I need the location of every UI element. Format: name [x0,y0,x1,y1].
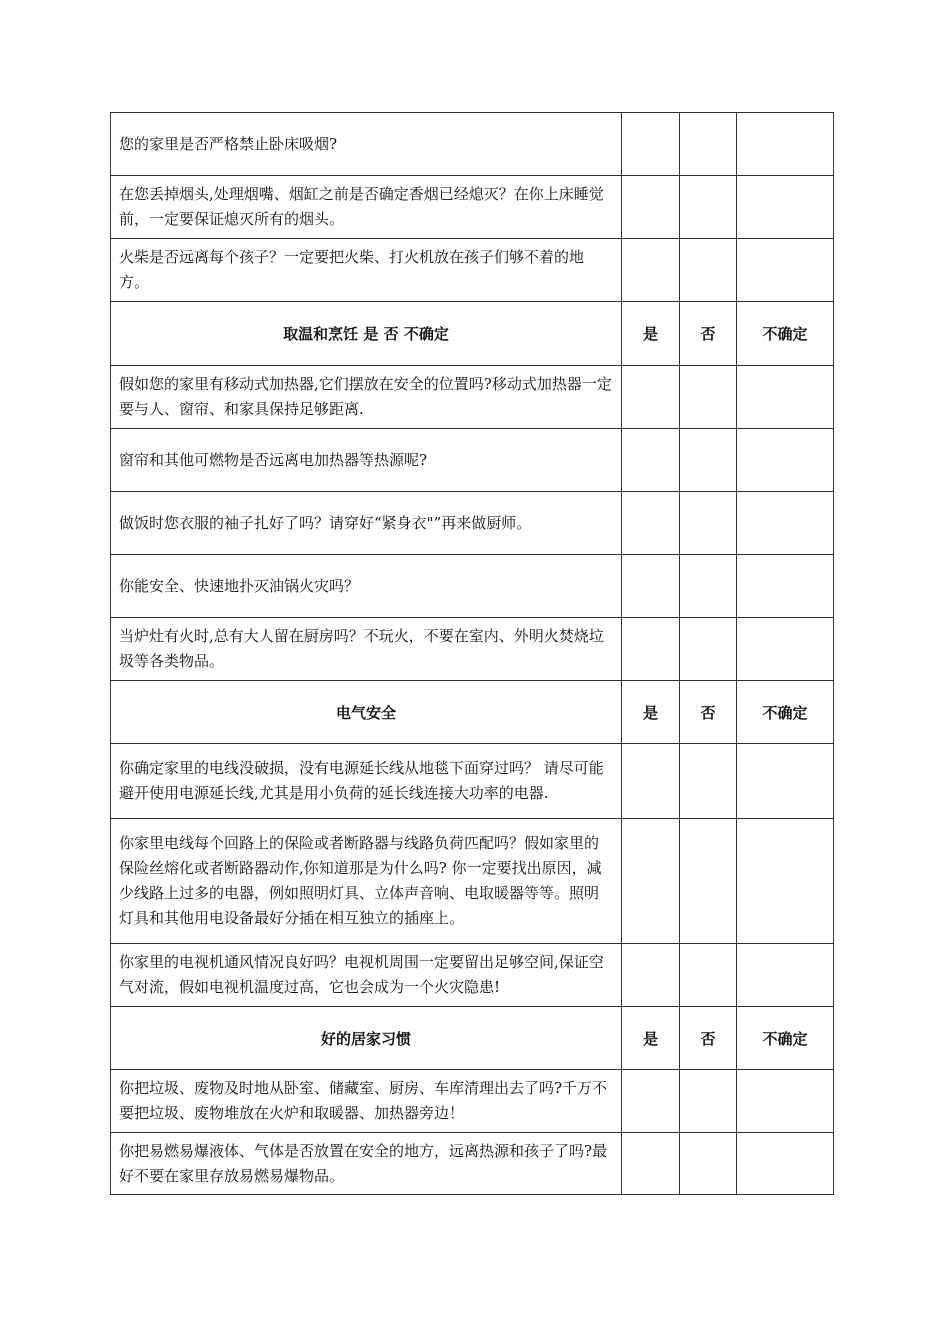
answer-unsure-cell[interactable] [737,366,834,429]
question-text: 你家里的电视机通风情况良好吗？电视机周围一定要留出足够空间,保证空气对流，假如电视机温度过高，它也会成为一个火灾隐患! [111,944,622,1007]
question-text: 当炉灶有火时,总有大人留在厨房吗？不玩火，不要在室内、外明火焚烧垃圾等各类物品。 [111,618,622,681]
answer-yes-cell[interactable] [622,744,680,819]
answer-yes-cell[interactable] [622,113,680,176]
section-title: 取温和烹饪 是 否 不确定 [111,302,622,366]
column-header-yes: 是 [622,681,680,744]
section-title: 好的居家习惯 [111,1007,622,1070]
column-header-no: 否 [680,302,737,366]
question-row [111,618,834,681]
section-header-row [111,302,834,366]
answer-yes-cell[interactable] [622,618,680,681]
answer-yes-cell[interactable] [622,429,680,492]
column-header-yes: 是 [622,1007,680,1070]
question-row [111,366,834,429]
safety-checklist-table [110,112,834,1195]
question-row [111,744,834,819]
question-row [111,555,834,618]
answer-no-cell[interactable] [680,555,737,618]
question-row [111,1133,834,1195]
answer-yes-cell[interactable] [622,366,680,429]
question-text: 你把易燃易爆液体、气体是否放置在安全的地方，远离热源和孩子了吗?最好不要在家里存放易燃易爆物品。 [111,1133,622,1195]
question-text: 你把垃圾、废物及时地从卧室、储藏室、厨房、车库清理出去了吗?千万不要把垃圾、废物堆放在火炉和取暖器、加热器旁边！ [111,1070,622,1133]
question-row [111,429,834,492]
question-row [111,1070,834,1133]
answer-yes-cell[interactable] [622,176,680,239]
answer-yes-cell[interactable] [622,555,680,618]
question-row [111,944,834,1007]
answer-no-cell[interactable] [680,944,737,1007]
answer-no-cell[interactable] [680,1133,737,1195]
column-header-unsure: 不确定 [737,302,834,366]
answer-unsure-cell[interactable] [737,944,834,1007]
answer-yes-cell[interactable] [622,1133,680,1195]
question-text: 假如您的家里有移动式加热器,它们摆放在安全的位置吗?移动式加热器一定要与人、窗帘、和家具保持足够距离. [111,366,622,429]
question-text: 你家里电线每个回路上的保险或者断路器与线路负荷匹配吗？假如家里的保险丝熔化或者断路器动作,你知道那是为什么吗? 你一定要找出原因，减少线路上过多的电器，例如照明灯具、立体声音响、电取暖器等等。照明灯具和其他用电设备最好分插在相互独立的插座上。 [111,819,622,944]
column-header-yes: 是 [622,302,680,366]
answer-no-cell[interactable] [680,429,737,492]
answer-no-cell[interactable] [680,239,737,302]
question-text: 在您丢掉烟头,处理烟嘴、烟缸之前是否确定香烟已经熄灭？在你上床睡觉前，一定要保证熄灭所有的烟头。 [111,176,622,239]
answer-unsure-cell[interactable] [737,819,834,944]
answer-no-cell[interactable] [680,176,737,239]
answer-no-cell[interactable] [680,618,737,681]
section-title: 电气安全 [111,681,622,744]
column-header-no: 否 [680,681,737,744]
answer-yes-cell[interactable] [622,239,680,302]
answer-unsure-cell[interactable] [737,744,834,819]
answer-unsure-cell[interactable] [737,555,834,618]
question-text: 你确定家里的电线没破损，没有电源延长线从地毯下面穿过吗？ 请尽可能避开使用电源延长线,尤其是用小负荷的延长线连接大功率的电器. [111,744,622,819]
answer-yes-cell[interactable] [622,819,680,944]
answer-unsure-cell[interactable] [737,1133,834,1195]
answer-no-cell[interactable] [680,819,737,944]
answer-yes-cell[interactable] [622,492,680,555]
question-text: 你能安全、快速地扑灭油锅火灾吗？ [111,555,622,618]
question-row [111,492,834,555]
question-row [111,113,834,176]
column-header-unsure: 不确定 [737,1007,834,1070]
question-text: 窗帘和其他可燃物是否远离电加热器等热源呢? [111,429,622,492]
answer-yes-cell[interactable] [622,1070,680,1133]
answer-unsure-cell[interactable] [737,492,834,555]
question-row [111,819,834,944]
answer-unsure-cell[interactable] [737,429,834,492]
question-text: 做饭时您衣服的袖子扎好了吗？请穿好“紧身衣"”再来做厨师。 [111,492,622,555]
section-header-row [111,1007,834,1070]
answer-no-cell[interactable] [680,1070,737,1133]
question-row [111,239,834,302]
answer-yes-cell[interactable] [622,944,680,1007]
answer-unsure-cell[interactable] [737,113,834,176]
question-text: 火柴是否远离每个孩子？一定要把火柴、打火机放在孩子们够不着的地方。 [111,239,622,302]
answer-unsure-cell[interactable] [737,239,834,302]
column-header-unsure: 不确定 [737,681,834,744]
answer-no-cell[interactable] [680,366,737,429]
column-header-no: 否 [680,1007,737,1070]
answer-no-cell[interactable] [680,492,737,555]
answer-no-cell[interactable] [680,113,737,176]
question-text: 您的家里是否严格禁止卧床吸烟? [111,113,622,176]
question-row [111,176,834,239]
section-header-row [111,681,834,744]
answer-unsure-cell[interactable] [737,176,834,239]
answer-unsure-cell[interactable] [737,1070,834,1133]
answer-no-cell[interactable] [680,744,737,819]
answer-unsure-cell[interactable] [737,618,834,681]
